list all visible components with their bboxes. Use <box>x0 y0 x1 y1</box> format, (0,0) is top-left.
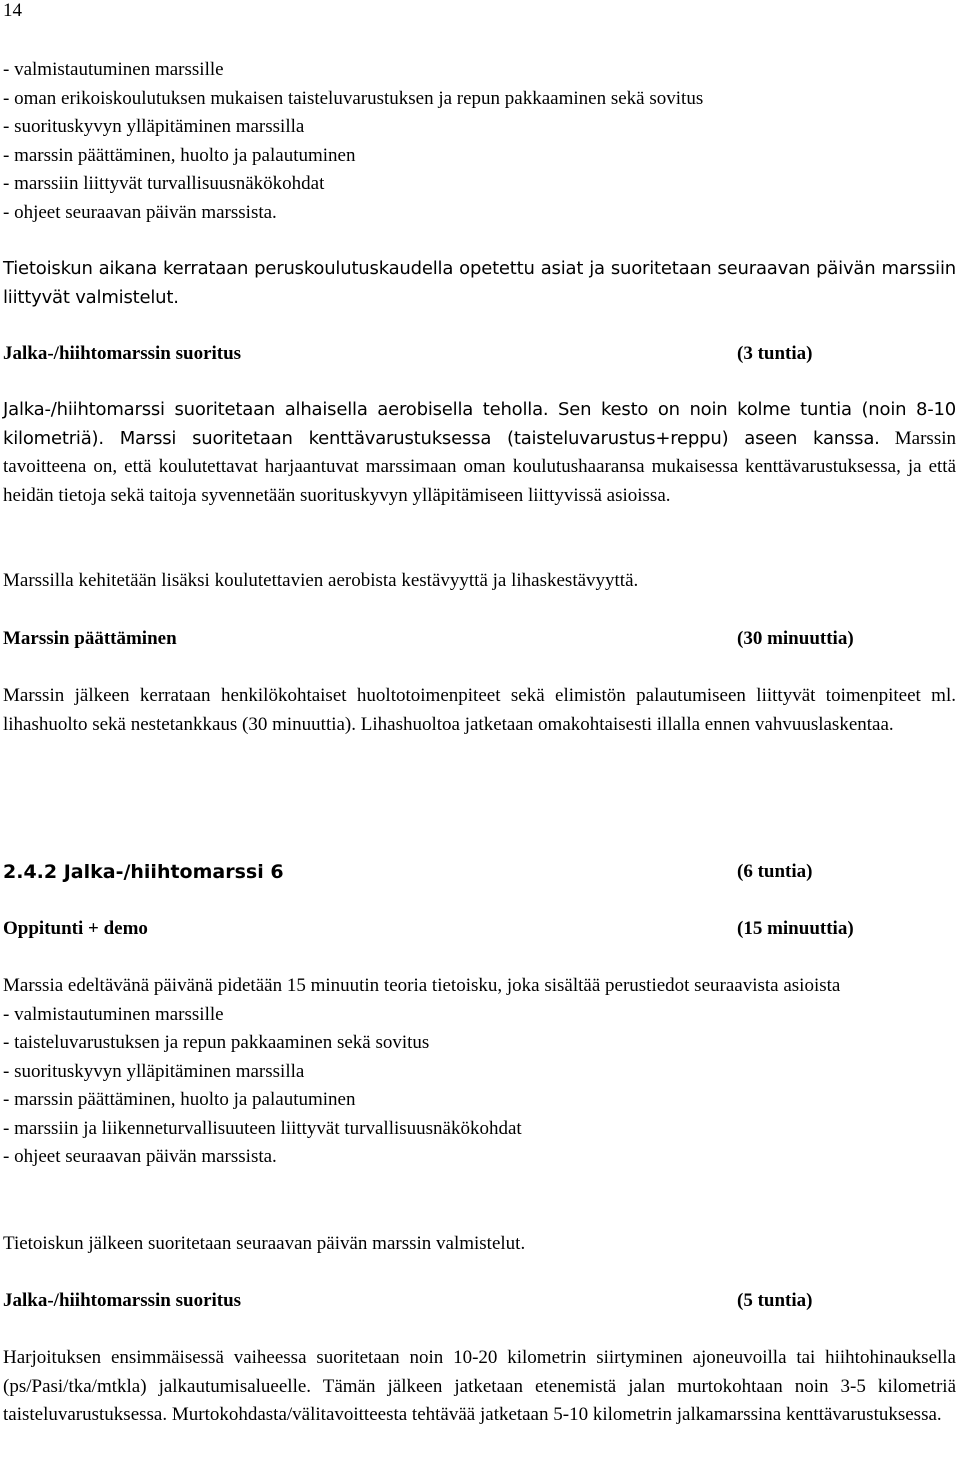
paragraph-text-group <box>3 396 956 510</box>
paragraph-text: Marssia edeltävänä päivänä pidetään 15 minuutin teoria tietoisku, joka sisältää perustiedot seuraavista asioista <box>3 975 841 996</box>
list-item: - valmistautuminen marssille <box>3 59 224 80</box>
heading-title: Oppitunti + demo <box>3 918 148 939</box>
heading-duration: (3 tuntia) <box>737 343 813 364</box>
list-item: - taisteluvarustuksen ja repun pakkaaminen sekä sovitus <box>3 1032 430 1053</box>
list-item: - oman erikoiskoulutuksen mukaisen taisteluvarustuksen ja repun pakkaaminen sekä sovitus <box>3 87 704 109</box>
heading-marssin-suoritus-2 <box>3 1286 956 1316</box>
page-number: 14 <box>3 0 22 21</box>
list-item: - marssiin ja liikenneturvallisuuteen liittyvät turvallisuusnäkökohdat <box>3 1117 522 1139</box>
paragraph-text: Marssin jälkeen kerrataan henkilökohtaiset huoltotoimenpiteet sekä elimistön palautumiseen liittyvät toimenpiteet ml. lihashuolto sekä nestetankkaus (30 minuuttia). Lihashuoltoa jatketaan omakohtaisesti illalla ennen vahvuuslaskentaa. <box>3 685 956 735</box>
list-item: - ohjeet seuraavan päivän marssista. <box>3 201 277 223</box>
heading-duration: (15 minuuttia) <box>737 918 854 939</box>
list-item: - suorituskyvyn ylläpitäminen marssilla <box>3 1060 305 1082</box>
paragraph-text: Tietoiskun aikana kerrataan peruskoulutuskaudella opetettu asiat ja suoritetaan seuraavan päivän marssiin liittyvät valmistelut. <box>3 258 956 308</box>
list-item: - marssiin liittyvät turvallisuusnäkökohdat <box>3 173 325 194</box>
heading-marssin-paattaminen <box>3 624 956 654</box>
section-title: 2.4.2 Jalka-/hiihtomarssi 6 <box>3 861 284 883</box>
list-item: - ohjeet seuraavan päivän marssista. <box>3 1146 277 1167</box>
heading-oppitunti <box>3 914 956 944</box>
list-item: - suorituskyvyn ylläpitäminen marssilla <box>3 116 305 137</box>
section-duration: (6 tuntia) <box>737 861 813 882</box>
paragraph-teoria-tietoisku <box>3 972 956 1172</box>
section-heading-2-4-2 <box>3 857 956 887</box>
paragraph-kestavyys <box>3 567 956 596</box>
paragraph-text: Harjoituksen ensimmäisessä vaiheessa suoritetaan noin 10-20 kilometrin siirtyminen ajoneuvoilla tai hiihtohinauksella (ps/Pasi/tka/mtkla) jalkautumisalueelle. Tämän jälkeen jatketaan etenemistä jalan murtokohtaan noin 3-5 kilometriä taisteluvarustuksessa. Murtokohdasta/välitavoitteesta tehtävää jatketaan 5-10 kilometrin jalkamarssina kenttävarustuksessa. <box>3 1347 956 1425</box>
paragraph-text: Jalka-/hiihtomarssi suoritetaan alhaisella aerobisella teholla. Sen kesto on noin kolme tuntia (noin 8-10 kilometriä). Marssi suoritetaan kenttävarustuksessa (taisteluvarustus+reppu) aseen kanssa. <box>3 399 956 449</box>
heading-title: Marssin päättäminen <box>3 628 177 649</box>
paragraph-tietoisku <box>3 255 956 312</box>
list-marching-topics <box>3 56 956 227</box>
paragraph-valmistelut <box>3 1230 956 1259</box>
paragraph-marssi-kuvaus <box>3 396 956 510</box>
paragraph-jalkihuolto <box>3 682 956 739</box>
heading-duration: (30 minuuttia) <box>737 628 854 649</box>
paragraph-harjoitus-vaiheet <box>3 1344 956 1430</box>
heading-title: Jalka-/hiihtomarssin suoritus <box>3 343 242 364</box>
list-item: - marssin päättäminen, huolto ja palautuminen <box>3 1089 356 1110</box>
heading-title: Jalka-/hiihtomarssin suoritus <box>3 1290 242 1311</box>
list-item: - marssin päättäminen, huolto ja palautuminen <box>3 144 356 166</box>
paragraph-text: Marssilla kehitetään lisäksi koulutettavien aerobista kestävyyttä ja lihaskestävyyttä. <box>3 570 639 591</box>
paragraph-text: Tietoiskun jälkeen suoritetaan seuraavan päivän marssin valmistelut. <box>3 1233 526 1254</box>
list-item: - valmistautuminen marssille <box>3 1003 224 1025</box>
paragraph-text: Marssin tavoitteena on, että koulutettavat harjaantuvat marssimaan oman koulutushaaransa mukaisessa kenttävarustuksessa, ja että heidän tietoja sekä taitoja syvennetään suorituskyvyn ylläpitämiseen liittyvissä asioissa. <box>3 427 956 506</box>
heading-marssin-suoritus <box>3 339 956 369</box>
heading-duration: (5 tuntia) <box>737 1290 813 1311</box>
